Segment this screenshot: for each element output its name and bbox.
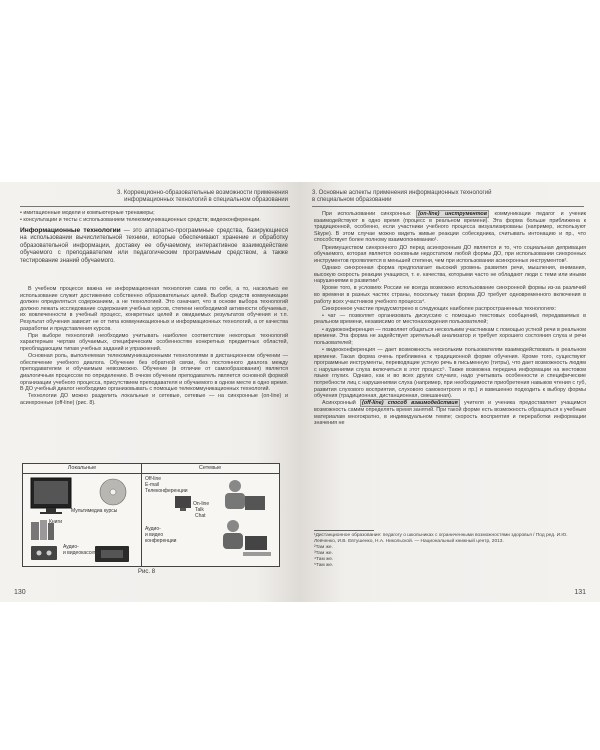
figure-caption: Рис. 8 [138,569,156,575]
paragraph: Технологии ДО можно разделить локальные и сетевые, сетевые — на синхронные (on-line) и асинхронные (off-line) (рис. 8). [20,393,288,406]
bullet-item: • имитационные модели и компьютерные тренажеры; [20,210,155,216]
page-number: 130 [14,589,26,596]
label-audio: Аудио- [63,544,79,550]
footnote-1: ¹Дистанционное образование: педагогу о школьниках с ограниченными возможностями здоровья / Под ред. И.Ю. Левченко, И.В. Евтушенко, Н.А. Никольской. — Национальный книжный центр, 2013. [314,533,568,544]
paragraph: Однако синхронная форма предполагает высокий уровень развития речи, мышления, внимания, высокую скорость реакции учащихся, т. е. качества, которыми часто не обладают люди с теми или иными нарушениями в развитии³. [314,264,586,285]
text-span: Асинхронный [322,400,361,407]
label-books: Книги [49,519,63,525]
paragraph-async [314,400,586,426]
header-rule [312,206,584,207]
left-body-top [20,210,288,224]
people-at-computers-icon [219,478,275,564]
left-page [0,182,300,602]
header-rule [20,206,290,207]
label-email: E-mail [145,482,160,488]
text-span: учителя и ученика предоставляет учащимся возможность самим определять время занятий. При такой форме есть возможность обращаться к учебным материалам многократно, в индивидуальном темпе; скорость восприятия и переработки информации значения не [314,400,586,427]
bullet-item: • видеоконференция — дает возможность нескольким пользователям взаимодействовать в реальном времени. Такая форма очень приближена к традиционной форме обучения. Кроме того, существуют программные инструменты, переводящие устную речь в письменную (титры), что дает возможность людям с нарушениями слуха включиться в этот процесс⁵. Также возможна передача информации на жестовом языке глухих. Однако, как и во всех других случаях, надо учитывать особенности и специфические потребности лиц с нарушениями слуха (например, при необходимости приобретения навыков чтения с губ, развития слухового восприятия, слухового самоконтроля и пр.) и взвешенно подходить к выбору формы обучения (традиционная, дистанционная, смешанная). [314,347,586,400]
footnotes [314,533,586,568]
definition-term: Информационные технологии [20,227,121,234]
paragraph: При выборе технологий необходимо учитывать наиболее соответствие некоторых технологий характерным чертам обучаемых, специфическим особенностям конкретных предметных областей, преобладающим типам учебных заданий и упражнений. [20,332,288,352]
term-offline-method: (off-line) способ взаимодействия [362,400,458,407]
running-head-line-1: 3. Основные аспекты применения информационных технологий [312,190,492,196]
bullet-item: • аудиоконференция — позволяет общаться нескольким участникам с помощью устной речи в реальном времени. Эта форма не задействует зрительный анализатор и требует хорошего состояния слуха и речи пользователей; [314,326,586,346]
right-body [314,211,586,427]
footnote-5: ⁵Там же. [314,562,334,568]
label-offline: Off-line [145,476,162,482]
label-videotapes: и видеокассеты [63,550,100,556]
label-audio-video-1: Аудио- [145,526,161,532]
paragraph: Основная роль, выполняемая телекоммуникационными технологиями в дистанционном обучении — обеспечение учебного диалога. Обучение без обратной связи, без постоянного диалога между преподавателем и обучаемым невозможно. Обучение (в отличие от самообразования) является диалогичным процессом по определению. В очном обучении преподаватель является основной формой организации учебного процесса, присутствием преподавателя и обучаемого в одном месте в одно время. В ДО учебный диалог необходимо организовывать с помощью телекоммуникационных технологий. [20,353,288,393]
column-network-heading: Сетевые [141,464,279,474]
running-head [28,190,288,204]
figure-8 [22,463,280,567]
text-span: коммуникации педагог и ученик взаимодействуют в одно время (процесс в реальном времени). Эта форма больше приближена к традиционной, особенно, если участники учебного процесса визуализированы (например, используют Skype). В этом случае можно видеть живые реакции собеседника, считывать интонацию и пр., что способствует более полному взаимопониманию¹. [314,211,586,244]
bullet-item: • консультации и тесты с использованием телекоммуникационных средств; видеоконференции. [20,217,261,224]
label-audio-video-2: и видео [145,532,164,538]
label-audio-video-3: конференции [145,538,177,544]
paragraph: Преимуществом синхронного ДО перед асинхронным ДО является и то, что социальная депривация обучаемого, которая является основным недостатком любой формы ДО, при использовании синхронных инструментов проявляется в меньшей степени, чем при использовании асинхронных инструментов². [314,244,586,264]
text-span: При использовании синхронных [322,211,417,217]
column-divider [141,464,142,566]
definition-block [20,227,288,266]
footnote-3: ³Там же. [314,550,333,556]
footnote-2: ²Там же. [314,544,333,550]
label-online: On-line [193,501,210,507]
running-head-line-2: в специальном образовании [312,197,392,203]
footnote-4: ⁴Там же. [314,556,334,562]
bullet-item: • чат — позволяет организовать дискуссию с помощью текстовых сообщений, передаваемых в реальном времени, независимо от местонахождения пользователей; [314,312,586,326]
running-head [312,190,572,204]
column-local-heading: Локальные [23,464,141,474]
paragraph-sync [314,211,586,244]
label-teleconferences: Телеконференции [145,488,188,494]
paragraph: В учебном процессе важна не информационная технология сама по себе, а то, насколько ее использование служит достижению собственно образовательных целей. Выбор средств коммуникации должен определяться содержанием, а не технологией. Это означает, что в основе выбора технологий должно лежать исследование содержания учебных курсов, степени необходимой активности обучаемых, их вовлеченности в учебный процесс, конкретных целей и ожидаемых результатов обучения и т.п. Результат обучения зависит не от типа коммуникационных и информационных технологий, а от качества разработки и представления курсов. [20,286,288,332]
paragraph: Синхронное участие предусмотрено в следующих наиболее распространенных технологиях: [322,305,557,312]
right-page [300,182,600,602]
label-multimedia-courses: Мультимедиа курсы [71,508,118,514]
footnote-rule [314,530,374,531]
monitor-small-icon [173,494,193,514]
left-body-main [20,286,288,407]
definition-text: — это аппаратно-программные средства, базирующиеся на использовании вычислительной техники, которые обеспечивают хранение и обработку образовательной информации, доставку ее обучаемому, интерактивное взаимодействие обучаемого с преподавателем или педагогическим программным средством, а также тестирование знаний обучаемого. [20,228,288,264]
paragraph: Кроме того, в условиях России не всегда возможно использование синхронной формы из-за различий во времени в разных частях страны, поскольку такая форма ДО требует одновременного включения в работу всех участников учебного процесса⁴. [314,285,586,305]
running-head-line-1: 3. Коррекционно-образовательные возможности применения [117,190,288,196]
running-head-line-2: информационных технологий в специальном образовании [124,197,288,203]
label-chat: Chat [195,513,206,519]
term-online-tools: (on-line) инструментов [418,211,487,217]
page-number: 131 [574,589,586,596]
label-talk: Talk [195,507,204,513]
